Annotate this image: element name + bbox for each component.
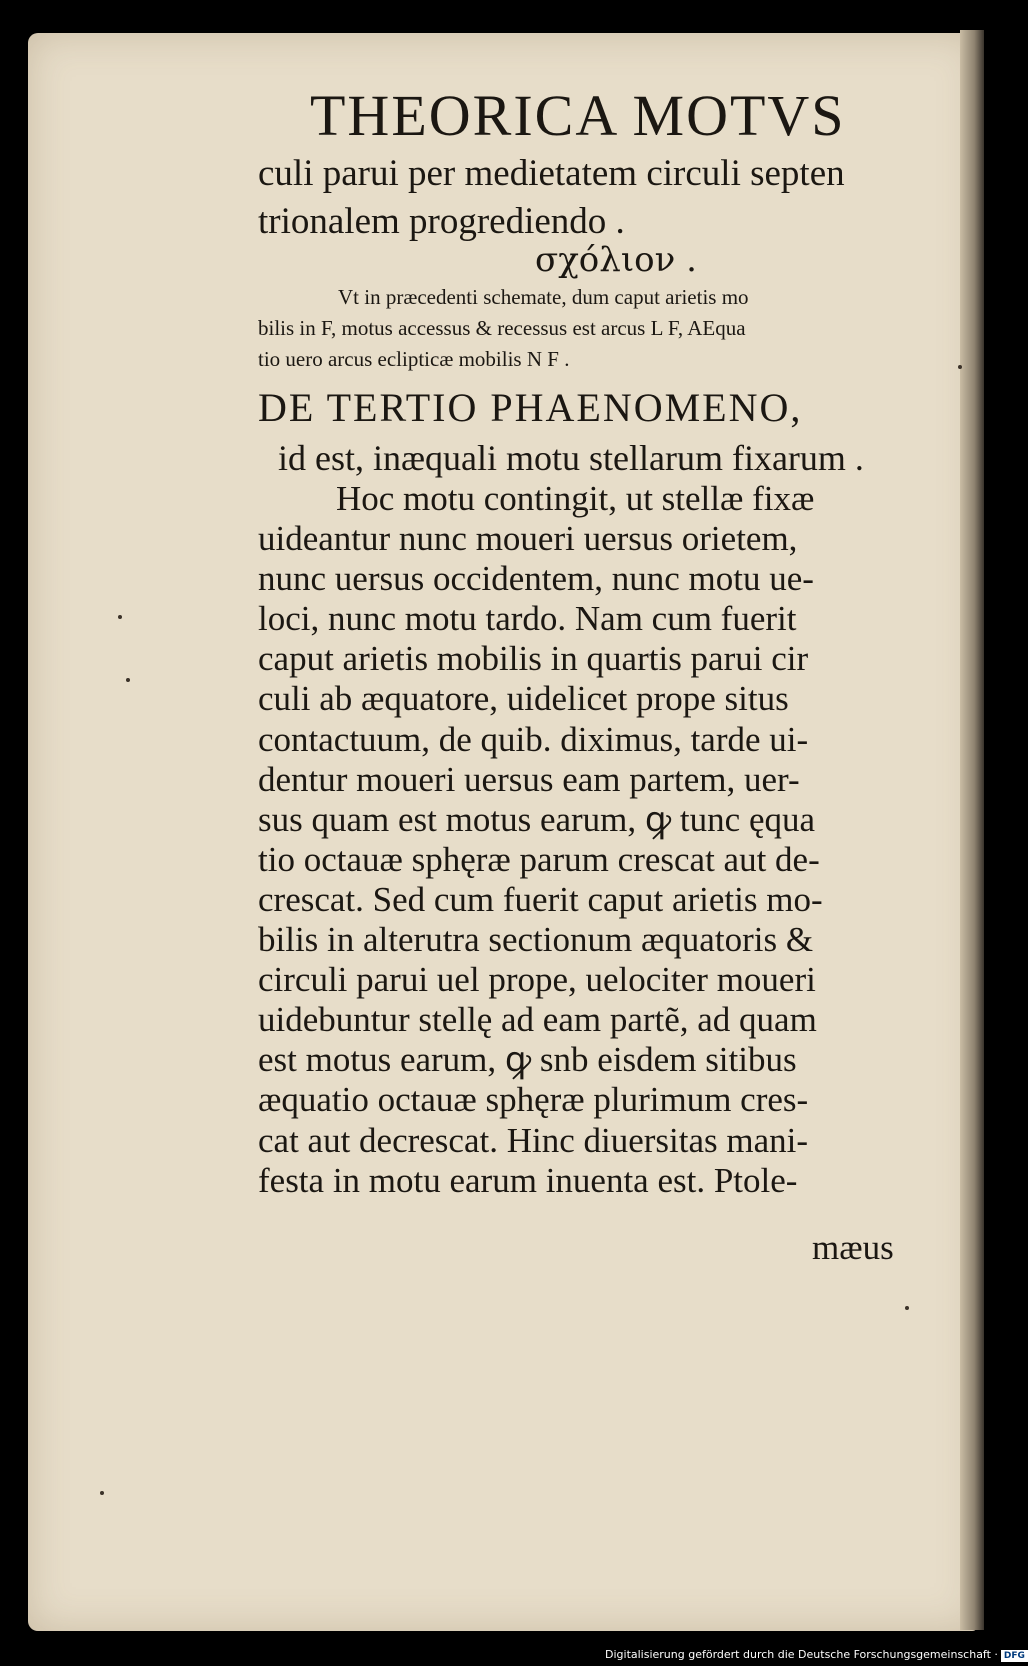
body-line: contactuum, de quib. diximus, tarde ui-	[258, 719, 809, 759]
body-line: sus quam est motus earum, ꝙ tunc ęqua	[258, 799, 816, 839]
body-line: caput arietis mobilis in quartis parui cir	[258, 639, 809, 679]
scholion-line: Vt in præcedenti schemate, dum caput arietis mo	[338, 285, 749, 309]
scholion-line: tio uero arcus eclipticæ mobilis N F .	[258, 347, 570, 371]
section-heading: DE TERTIO PHAENOMENO,	[258, 385, 803, 430]
scholion-heading: σχόλιον .	[535, 240, 697, 280]
section-subheading: id est, inæquali motu stellarum fixarum .	[278, 438, 864, 478]
text-line: trionalem progrediendo .	[258, 201, 625, 242]
body-line: Hoc motu contingit, ut stellæ fixæ	[336, 479, 815, 518]
body-line: nunc uersus occidentem, nunc motu ue-	[258, 559, 814, 599]
body-line: culi ab æquatore, uidelicet prope situs	[258, 679, 789, 719]
page-edge	[960, 30, 984, 1630]
body-line: bilis in alterutra sectionum æquatoris &	[258, 920, 814, 960]
body-text	[258, 479, 918, 1201]
body-line: æquatio octauæ sphęræ plurimum cres-	[258, 1080, 809, 1120]
text-line: culi parui per medietatem circuli septen	[258, 153, 845, 194]
digitization-footer	[605, 1648, 1028, 1662]
footer-text: Digitalisierung gefördert durch die Deutsche Forschungsgemeinschaft ·	[605, 1648, 998, 1661]
body-line: loci, nunc motu tardo. Nam cum fuerit	[258, 599, 797, 639]
body-line: festa in motu earum inuenta est. Ptole-	[258, 1160, 798, 1200]
scholion-text	[258, 282, 918, 375]
body-line: circuli parui uel prope, uelociter moueri	[258, 960, 816, 1000]
body-line: dentur moueri uersus eam partem, uer-	[258, 759, 800, 799]
catchword: mæus	[812, 1228, 894, 1267]
body-line: tio octauæ sphęræ parum crescat aut de-	[258, 839, 820, 879]
dfg-logo: DFG	[1001, 1650, 1028, 1662]
body-line: cat aut decrescat. Hinc diuersitas mani-	[258, 1120, 809, 1160]
body-line: uideantur nunc moueri uersus orietem,	[258, 519, 798, 559]
body-line: uidebuntur stellę ad eam partẽ, ad quam	[258, 1000, 817, 1040]
scholion-line: bilis in F, motus accessus & recessus est arcus L F, AEqua	[258, 316, 746, 340]
body-line: crescat. Sed cum fuerit caput arietis mo-	[258, 879, 823, 919]
continuation-text	[258, 150, 918, 246]
running-head: THEORICA MOTVS	[310, 83, 846, 148]
body-line: est motus earum, ꝙ snb eisdem sitibus	[258, 1040, 797, 1080]
